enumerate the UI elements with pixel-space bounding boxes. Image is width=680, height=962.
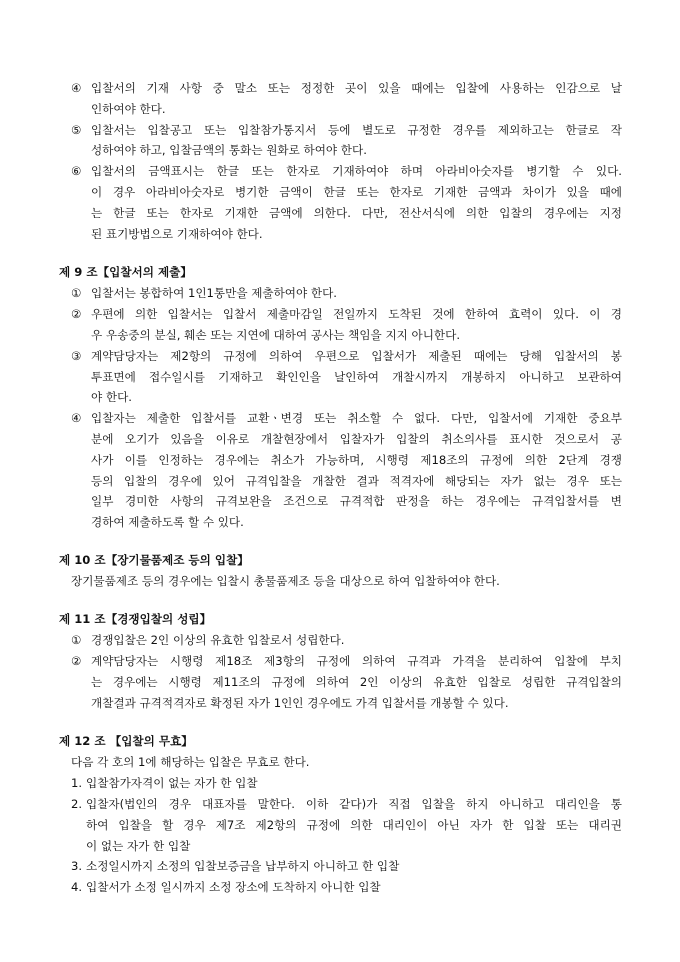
item-number: ④ [71,411,82,425]
item-number: ① [71,633,82,647]
item-text-line: 입찰서의 금액표시는 한글 또는 한자로 기재하여야 하며 아라비아숫자를 병기할 수 있다. [91,164,622,178]
item-text-line: 우편에 의한 입찰서는 입찰서 제출마감일 전일까지 도착된 것에 한하여 효력이 있다. 이 경 [91,307,622,321]
item-text-line: 이 없는 자가 한 입찰 [86,839,191,853]
item-text-line: 입찰서의 기재 사항 중 말소 또는 정정한 곳이 있을 때에는 입찰에 사용하는 인감으로 날 [91,81,622,95]
item-number: ② [71,307,82,321]
item-text-line: 는 한글 또는 한자로 기재한 금액에 의한다. 다만, 전산서식에 의한 입찰의 경우에는 지정 [91,206,622,220]
item-text-line: 개찰결과 규격적격자로 확정된 자가 1인인 경우에도 가격 입찰서를 개봉할 수 있다. [91,696,509,710]
item-text-line: 경하여 제출하도록 할 수 있다. [91,515,244,529]
item-text-line: 입찰참가자격이 없는 자가 한 입찰 [86,776,258,790]
item-number: ④ [71,81,82,95]
item-text-line: 투표면에 접수일시를 기재하고 확인인을 날인하여 개찰시까지 개봉하지 아니하고 보관하여 [91,370,622,384]
item-text-line: 입찰서가 소정 일시까지 소정 장소에 도착하지 아니한 입찰 [86,880,381,894]
item-number: ② [71,654,82,668]
item-text-line: 분에 오기가 있음을 이유로 개찰현장에서 입찰자가 입찰의 취소의사를 표시한 것으로서 공 [91,432,622,446]
item-text-line: 야 한다. [91,390,132,404]
item-text-line: 입찰자는 제출한 입찰서를 교환ㆍ변경 또는 취소할 수 없다. 다만, 입찰서에 기재한 중요부 [91,411,622,425]
item-text-line: 입찰서는 입찰공고 또는 입찰참가통지서 등에 별도로 규정한 경우를 제외하고는 한글로 작 [91,123,622,137]
item-text-line: 계약담당자는 제2항의 규정에 의하여 우편으로 입찰서가 제출된 때에는 당해 입찰서의 봉 [91,349,622,363]
article-intro: 다음 각 호의 1에 해당하는 입찰은 무효로 한다. [71,755,310,769]
item-text-line: 등의 입찰의 경우에 있어 규격입찰을 개찰한 결과 적격자에 해당되는 자가 없는 경우 또는 [91,474,622,488]
article-heading: 제 9 조【입찰서의 제출】 [59,265,192,279]
item-text-line: 입찰자(법인의 경우 대표자를 말한다. 이하 같다)가 직접 입찰을 하지 아니하고 대리인을 통 [86,797,622,811]
item-text-line: 소정일시까지 소정의 입찰보증금을 납부하지 아니하고 한 입찰 [86,859,400,873]
item-text-line: 일부 경미한 사항의 규격보완을 조건으로 규격적합 판정을 하는 경우에는 규격입찰서를 변 [91,494,622,508]
item-text-line: 이 경우 아라비아숫자로 병기한 금액이 한글 또는 한자로 기재한 금액과 차이가 있을 때에 [91,185,622,199]
article-heading: 제 10 조【장기물품제조 등의 입찰】 [59,553,249,567]
item-text-line: 입찰서는 봉합하여 1인1통만을 제출하여야 한다. [91,286,337,300]
item-text-line: 우 우송중의 분실, 훼손 또는 지연에 대하여 공사는 책임을 지지 아니한다. [91,328,461,342]
item-text-line: 인하여야 한다. [91,102,166,116]
item-number: 4. [71,880,83,894]
article-heading: 제 12 조 【입찰의 무효】 [59,734,193,748]
article-heading: 제 11 조【경쟁입찰의 성립】 [59,612,212,626]
item-number: 2. [71,797,83,811]
item-number: ① [71,286,82,300]
item-number: ③ [71,349,82,363]
item-text-line: 는 경우에는 시행령 제11조의 규정에 의하여 2인 이상의 유효한 입찰로 성립한 규격입찰의 [91,675,622,689]
item-text-line: 하여 입찰을 할 경우 제7조 제2항의 규정에 의한 대리인이 아닌 자가 한 입찰 또는 대리권 [86,818,622,832]
item-number: 3. [71,859,83,873]
item-number: 1. [71,776,83,790]
item-text-line: 계약담당자는 시행령 제18조 제3항의 규정에 의하여 규격과 가격을 분리하여 입찰에 부치 [91,654,622,668]
item-number: ⑤ [71,123,82,137]
item-text-line: 경쟁입찰은 2인 이상의 유효한 입찰로서 성립한다. [91,633,345,647]
article-body: 장기물품제조 등의 경우에는 입찰시 총물품제조 등을 대상으로 하여 입찰하여야 한다. [71,574,500,588]
item-number: ⑥ [71,164,82,178]
item-text-line: 사가 이를 인정하는 경우에는 취소가 가능하며, 시행령 제18조의 규정에 의한 2단계 경쟁 [91,453,622,467]
item-text-line: 된 표기방법으로 기재하여야 한다. [91,227,263,241]
item-text-line: 성하여야 하고, 입찰금액의 통화는 원화로 하여야 한다. [91,143,367,157]
